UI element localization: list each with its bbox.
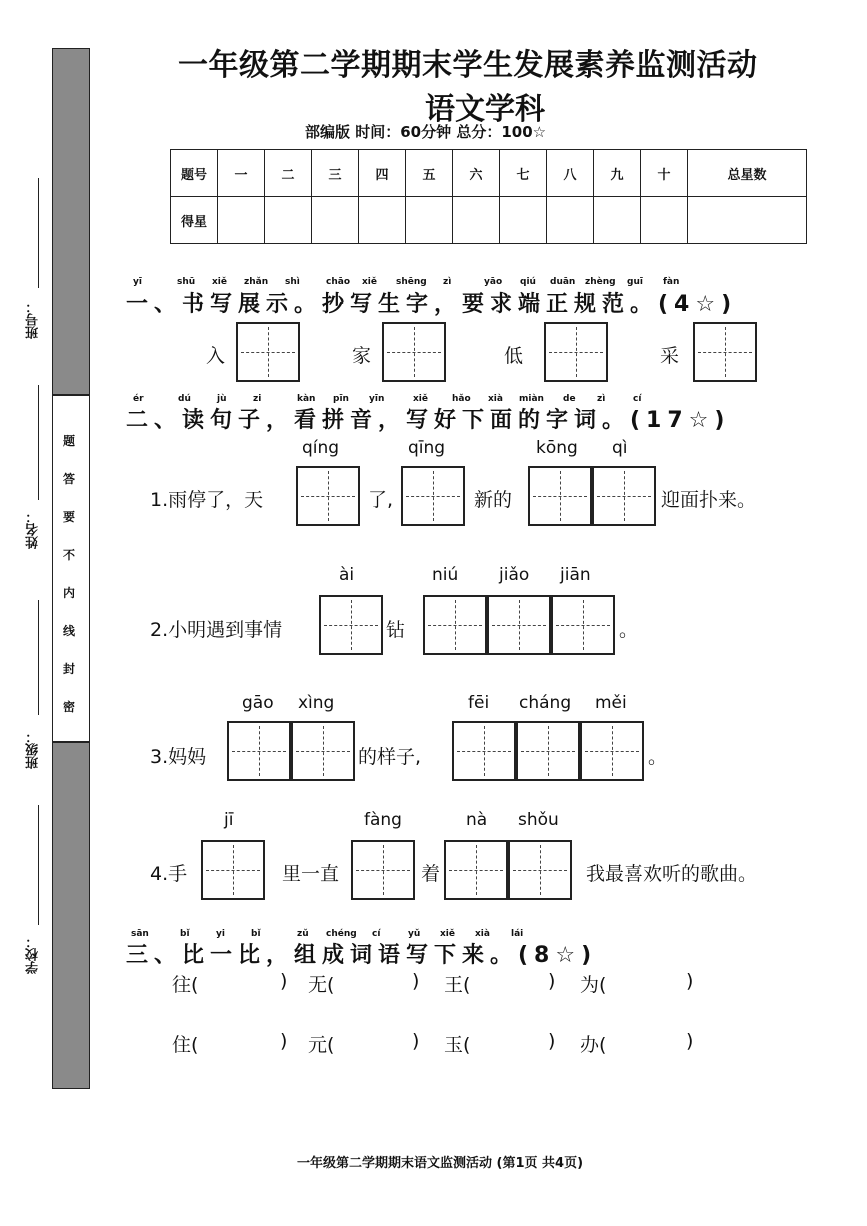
sample-char: 采: [660, 345, 680, 367]
heading-pinyin: pīn: [333, 394, 349, 404]
answer-pinyin: ài: [339, 565, 355, 585]
heading-pinyin: chéng: [326, 929, 357, 939]
heading-pinyin: chāo: [326, 277, 350, 287]
heading-pinyin: duān: [550, 277, 576, 287]
answer-pinyin: nà: [466, 810, 488, 830]
writing-grid[interactable]: [382, 322, 446, 382]
heading-pinyin: hǎo: [452, 394, 471, 404]
page-footer: 一年级第二学期期末语文监测活动 (第1页 共4页): [297, 1156, 584, 1171]
writing-grid[interactable]: [423, 595, 487, 655]
heading-pinyin: dú: [178, 394, 191, 404]
heading-pinyin: bǐ: [251, 929, 261, 939]
word-prompt: 王(: [444, 974, 471, 996]
heading-pinyin: shēng: [396, 277, 427, 287]
section1-heading: 一、书写展示。抄写生字，要求端正规范。(4☆): [126, 292, 738, 317]
answer-pinyin: kōng: [536, 438, 578, 458]
answer-pinyin: xìng: [298, 693, 335, 713]
binding-strip-bottom: [52, 742, 90, 1089]
score-cell[interactable]: [688, 197, 807, 244]
score-cell[interactable]: [265, 197, 312, 244]
seal-char: 不: [62, 548, 75, 562]
question-text: 新的: [474, 489, 513, 511]
score-cell[interactable]: [312, 197, 359, 244]
question-text: 2.小明遇到事情: [150, 619, 283, 641]
question-text: 1.雨停了，天: [150, 489, 264, 511]
heading-pinyin: zì: [597, 394, 606, 404]
heading-pinyin: zì: [443, 277, 452, 287]
heading-pinyin: yīn: [369, 394, 385, 404]
word-prompt: 住(: [172, 1034, 199, 1056]
score-table-header-row: [171, 150, 807, 197]
heading-pinyin: yī: [133, 277, 142, 287]
subject-title: 语文学科: [425, 92, 545, 127]
heading-pinyin: jù: [217, 394, 227, 404]
heading-pinyin: shì: [285, 277, 300, 287]
answer-pinyin: měi: [595, 693, 627, 713]
answer-pinyin: fàng: [364, 810, 402, 830]
seal-char: 要: [62, 510, 75, 524]
seal-char: 线: [62, 624, 75, 638]
score-cell[interactable]: [218, 197, 265, 244]
word-blank-close[interactable]: ): [548, 970, 556, 992]
writing-grid[interactable]: [592, 466, 656, 526]
word-prompt: 为(: [580, 974, 607, 996]
word-blank-close[interactable]: ): [412, 1030, 420, 1052]
answer-pinyin: jiǎo: [499, 565, 530, 585]
word-blank-close[interactable]: ): [280, 970, 288, 992]
writing-grid[interactable]: [236, 322, 300, 382]
answer-pinyin: fēi: [468, 693, 490, 713]
writing-grid[interactable]: [296, 466, 360, 526]
heading-pinyin: xiě: [212, 277, 227, 287]
word-blank-close[interactable]: ): [548, 1030, 556, 1052]
score-cell[interactable]: [641, 197, 688, 244]
sample-char: 家: [352, 345, 372, 367]
answer-pinyin: qíng: [302, 438, 340, 458]
answer-pinyin: jiān: [560, 565, 591, 585]
heading-pinyin: fàn: [663, 277, 680, 287]
heading-pinyin: shū: [177, 277, 196, 287]
word-blank-close[interactable]: ): [686, 970, 694, 992]
school-line: [38, 805, 39, 925]
answer-pinyin: qì: [612, 438, 628, 458]
heading-pinyin: zǔ: [297, 929, 309, 939]
word-prompt: 元(: [308, 1034, 335, 1056]
writing-grid[interactable]: [227, 721, 291, 781]
score-header-cell: 题号: [171, 150, 218, 197]
seal-char: 内: [62, 586, 75, 600]
heading-pinyin: lái: [511, 929, 524, 939]
score-header-cell: 总星数: [688, 150, 807, 197]
heading-pinyin: zi: [253, 394, 262, 404]
school-label: 学校：: [26, 935, 41, 974]
word-blank-close[interactable]: ): [412, 970, 420, 992]
word-prompt: 无(: [308, 974, 335, 996]
heading-pinyin: zhǎn: [244, 277, 269, 287]
score-header-cell: 九: [594, 150, 641, 197]
class-number-label: 班号：: [26, 300, 41, 339]
writing-grid[interactable]: [201, 840, 265, 900]
writing-grid[interactable]: [528, 466, 592, 526]
word-prompt: 往(: [172, 974, 199, 996]
heading-pinyin: sān: [131, 929, 149, 939]
score-cell[interactable]: [406, 197, 453, 244]
writing-grid[interactable]: [508, 840, 572, 900]
heading-pinyin: kàn: [297, 394, 316, 404]
heading-pinyin: ér: [133, 394, 144, 404]
score-header-cell: 五: [406, 150, 453, 197]
answer-pinyin: shǒu: [518, 810, 559, 830]
question-text: 钻: [386, 619, 406, 641]
heading-pinyin: qiú: [520, 277, 536, 287]
writing-grid[interactable]: [444, 840, 508, 900]
writing-grid[interactable]: [487, 595, 551, 655]
heading-pinyin: cí: [372, 929, 381, 939]
binding-strip-top: [52, 48, 90, 395]
question-text: 。: [619, 619, 639, 641]
heading-pinyin: de: [563, 394, 576, 404]
heading-pinyin: bǐ: [180, 929, 190, 939]
heading-pinyin: zhèng: [585, 277, 616, 287]
question-text: 4.手: [150, 863, 188, 885]
question-text: 了,: [368, 489, 394, 511]
heading-pinyin: guī: [627, 277, 643, 287]
section3-heading: 三、比一比，组成词语写下来。(8☆): [126, 943, 598, 968]
writing-grid[interactable]: [580, 721, 644, 781]
answer-pinyin: cháng: [519, 693, 572, 713]
seal-char: 封: [62, 662, 75, 676]
heading-pinyin: yǔ: [408, 929, 421, 939]
question-text: 3.妈妈: [150, 746, 207, 768]
writing-grid[interactable]: [551, 595, 615, 655]
writing-grid[interactable]: [693, 322, 757, 382]
heading-pinyin: yāo: [484, 277, 503, 287]
score-cell[interactable]: [359, 197, 406, 244]
writing-grid[interactable]: [452, 721, 516, 781]
score-header-cell: 十: [641, 150, 688, 197]
writing-grid[interactable]: [516, 721, 580, 781]
class-number-line: [38, 178, 39, 288]
word-prompt: 玉(: [444, 1034, 471, 1056]
score-header-cell: 四: [359, 150, 406, 197]
score-header-cell: 三: [312, 150, 359, 197]
word-prompt: 办(: [580, 1034, 607, 1056]
class-line: [38, 600, 39, 715]
writing-grid[interactable]: [401, 466, 465, 526]
exam-info: 部编版 时间：60分钟 总分：100☆: [305, 123, 547, 141]
score-cell[interactable]: [453, 197, 500, 244]
question-text: 我最喜欢听的歌曲。: [586, 863, 758, 885]
seal-char: 答: [62, 472, 75, 486]
question-text: 的样子,: [358, 746, 422, 768]
name-label: 姓名：: [26, 510, 41, 549]
writing-grid[interactable]: [351, 840, 415, 900]
section2-heading: 二、读句子，看拼音，写好下面的字词。(17☆): [126, 408, 731, 433]
heading-pinyin: miàn: [519, 394, 544, 404]
sample-char: 入: [206, 345, 226, 367]
heading-pinyin: xiě: [440, 929, 455, 939]
score-table-score-row: [171, 197, 807, 244]
question-text: 迎面扑来。: [661, 489, 757, 511]
answer-pinyin: qīng: [408, 438, 446, 458]
class-label: 班级：: [26, 730, 41, 769]
writing-grid[interactable]: [291, 721, 355, 781]
score-header-cell: 七: [500, 150, 547, 197]
score-cell[interactable]: [547, 197, 594, 244]
heading-pinyin: xiě: [362, 277, 377, 287]
score-cell[interactable]: [594, 197, 641, 244]
name-line: [38, 385, 39, 500]
question-text: 着: [421, 863, 441, 885]
heading-pinyin: yi: [216, 929, 225, 939]
seal-char: 密: [62, 700, 75, 714]
score-row-label: 得星: [171, 197, 218, 244]
score-cell[interactable]: [500, 197, 547, 244]
word-blank-close[interactable]: ): [280, 1030, 288, 1052]
question-text: 。: [648, 746, 668, 768]
writing-grid[interactable]: [544, 322, 608, 382]
seal-char: 题: [62, 434, 75, 448]
answer-pinyin: jī: [224, 810, 234, 830]
heading-pinyin: xià: [475, 929, 490, 939]
score-header-cell: 八: [547, 150, 594, 197]
question-text: 里一直: [282, 863, 340, 885]
score-header-cell: 一: [218, 150, 265, 197]
score-table: [170, 149, 807, 244]
sample-char: 低: [504, 345, 524, 367]
heading-pinyin: cí: [633, 394, 642, 404]
page-title: 一年级第二学期期末学生发展素养监测活动: [178, 48, 758, 83]
word-blank-close[interactable]: ): [686, 1030, 694, 1052]
heading-pinyin: xiě: [413, 394, 428, 404]
answer-pinyin: gāo: [242, 693, 274, 713]
writing-grid[interactable]: [319, 595, 383, 655]
answer-pinyin: niú: [432, 565, 459, 585]
score-header-cell: 六: [453, 150, 500, 197]
score-header-cell: 二: [265, 150, 312, 197]
heading-pinyin: xià: [488, 394, 503, 404]
